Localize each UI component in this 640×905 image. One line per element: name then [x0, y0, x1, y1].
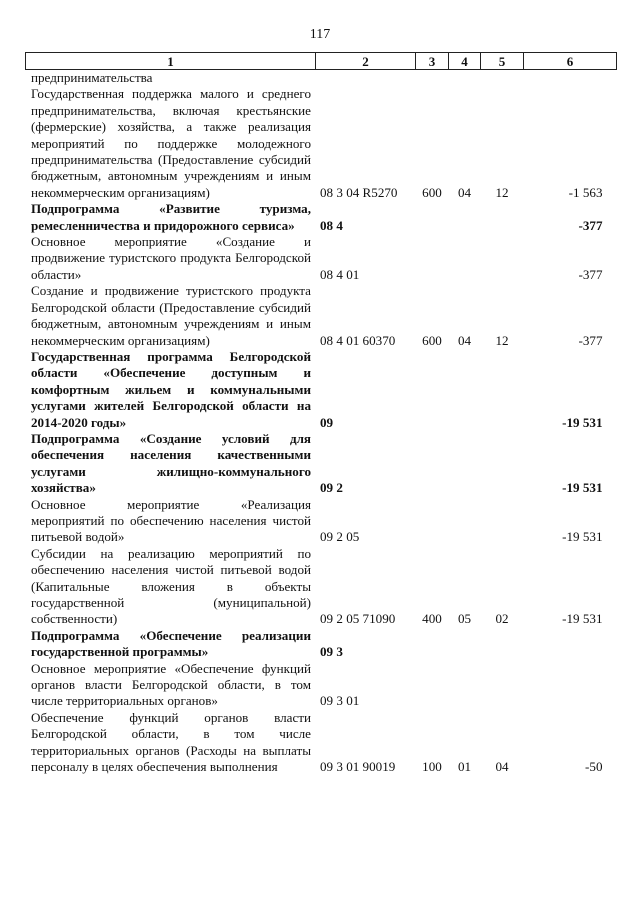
row-subsection: 12: [495, 332, 509, 348]
row-subsection: 02: [495, 611, 509, 627]
row-subsection: [481, 234, 524, 283]
row-name: Подпрограмма «Обеспечение реализации государственной программы»: [31, 627, 311, 660]
page-number: 117: [309, 27, 331, 42]
row-expense-type: [416, 234, 449, 283]
row-name: Подпрограмма «Создание условий для обеспечения населения качественными услугами жилищно-коммунального хозяйства»: [31, 430, 311, 496]
table-row: [26, 201, 617, 234]
row-name: предпринимательства: [31, 70, 153, 85]
row-section: [449, 661, 481, 710]
column-header-2: 2: [316, 53, 416, 70]
row-expense-type: [416, 201, 449, 234]
row-amount: -50: [585, 759, 603, 775]
row-code: 09 2 05: [320, 529, 360, 545]
row-name: Создание и продвижение туристского продукта Белгородской области (Предоставление субсидий бюджетным, автономным учреждениям и иным некоммерческим организациям): [31, 283, 311, 348]
row-amount: -19 531: [562, 611, 603, 627]
row-code: 09 3: [320, 644, 343, 660]
row-expense-type: 400: [422, 611, 442, 627]
row-code: 09: [320, 414, 334, 430]
row-name: Обеспечение функций органов власти Белгородской области, в том числе территориальных органов (Расходы на выплаты персоналу в целях обеспечения выполнения: [31, 709, 311, 775]
row-code: [316, 70, 416, 87]
row-name: Субсидии на реализацию мероприятий по обеспечению населения чистой питьевой водой (Капитальные вложения в объекты государственной (муниципальной) собственности): [31, 545, 311, 627]
row-amount: -377: [578, 332, 603, 348]
row-subsection: [481, 661, 524, 710]
row-code: 08 3 04 R5270: [320, 184, 398, 200]
row-expense-type: [416, 497, 449, 546]
row-name: Государственная поддержка малого и среднего предпринимательства, включая крестьянские (фермерские) хозяйства, а также реализация мероприятий по поддержке молодежного предпринимательства (Предоставление субсидий бюджетным, автономным учреждениям и иным некоммерческим организациям): [31, 86, 311, 200]
table-row: [26, 283, 617, 349]
row-subsection: 12: [495, 184, 509, 200]
table-row: [26, 661, 617, 710]
row-section: [449, 201, 481, 234]
row-section: 05: [457, 611, 472, 627]
table-row: [26, 234, 617, 283]
table-row: [26, 628, 617, 661]
table-row: [26, 70, 617, 87]
row-expense-type: [416, 70, 449, 87]
row-expense-type: 600: [422, 184, 442, 200]
row-code: 08 4 01 60370: [320, 332, 396, 348]
row-amount: -377: [578, 266, 603, 282]
budget-table: [25, 52, 617, 775]
row-expense-type: [416, 661, 449, 710]
table-row: [26, 546, 617, 628]
row-section: [449, 234, 481, 283]
row-subsection: 04: [495, 759, 509, 775]
row-amount: [524, 628, 617, 661]
row-amount: -19 531: [562, 414, 603, 430]
row-amount: -377: [578, 217, 603, 233]
row-expense-type: [416, 349, 449, 431]
row-amount: -19 531: [562, 480, 603, 496]
row-code: 08 4 01: [320, 266, 360, 282]
table-body: [26, 70, 617, 776]
row-name: Государственная программа Белгородской области «Обеспечение доступным и комфортным жильем и коммунальными услугами жителей Белгородской области на 2014-2020 годы»: [31, 348, 311, 430]
table-row: [26, 497, 617, 546]
row-code: 09 3 01 90019: [320, 759, 396, 775]
row-section: [449, 431, 481, 497]
row-subsection: [481, 349, 524, 431]
row-section: 04: [457, 184, 472, 200]
table-header: [26, 53, 617, 70]
table-row: [26, 86, 617, 201]
row-expense-type: 100: [422, 759, 442, 775]
row-subsection: [481, 70, 524, 87]
table-row: [26, 710, 617, 776]
row-expense-type: [416, 431, 449, 497]
row-section: [449, 497, 481, 546]
row-code: 09 3 01: [320, 693, 360, 709]
row-amount: [524, 661, 617, 710]
row-code: 09 2: [320, 480, 343, 496]
row-subsection: [481, 497, 524, 546]
column-header-4: 4: [449, 53, 481, 70]
row-amount: -1 563: [568, 184, 603, 200]
row-section: [449, 349, 481, 431]
row-amount: -19 531: [562, 529, 603, 545]
row-expense-type: [416, 628, 449, 661]
column-header-3: 3: [416, 53, 449, 70]
row-section: 04: [457, 332, 472, 348]
row-name: Основное мероприятие «Создание и продвижение туристского продукта Белгородской области»: [31, 234, 311, 282]
row-name: Подпрограмма «Развитие туризма, ремесленничества и придорожного сервиса»: [31, 201, 311, 233]
table-row: [26, 349, 617, 431]
row-section: [449, 628, 481, 661]
row-expense-type: 600: [422, 332, 442, 348]
table-row: [26, 431, 617, 497]
row-subsection: [481, 201, 524, 234]
row-section: 01: [457, 759, 472, 775]
row-subsection: [481, 431, 524, 497]
column-header-1: 1: [26, 53, 316, 70]
row-code: 08 4: [320, 217, 343, 233]
row-section: [449, 70, 481, 87]
row-name: Основное мероприятие «Обеспечение функций органов власти Белгородской области, в том числе территориальных органов»: [31, 660, 311, 709]
row-name: Основное мероприятие «Реализация мероприятий по обеспечению населения чистой питьевой водой»: [31, 496, 311, 545]
column-header-5: 5: [481, 53, 524, 70]
row-subsection: [481, 628, 524, 661]
row-code: 09 2 05 71090: [320, 611, 396, 627]
row-amount: [524, 70, 617, 87]
column-header-6: 6: [524, 53, 617, 70]
